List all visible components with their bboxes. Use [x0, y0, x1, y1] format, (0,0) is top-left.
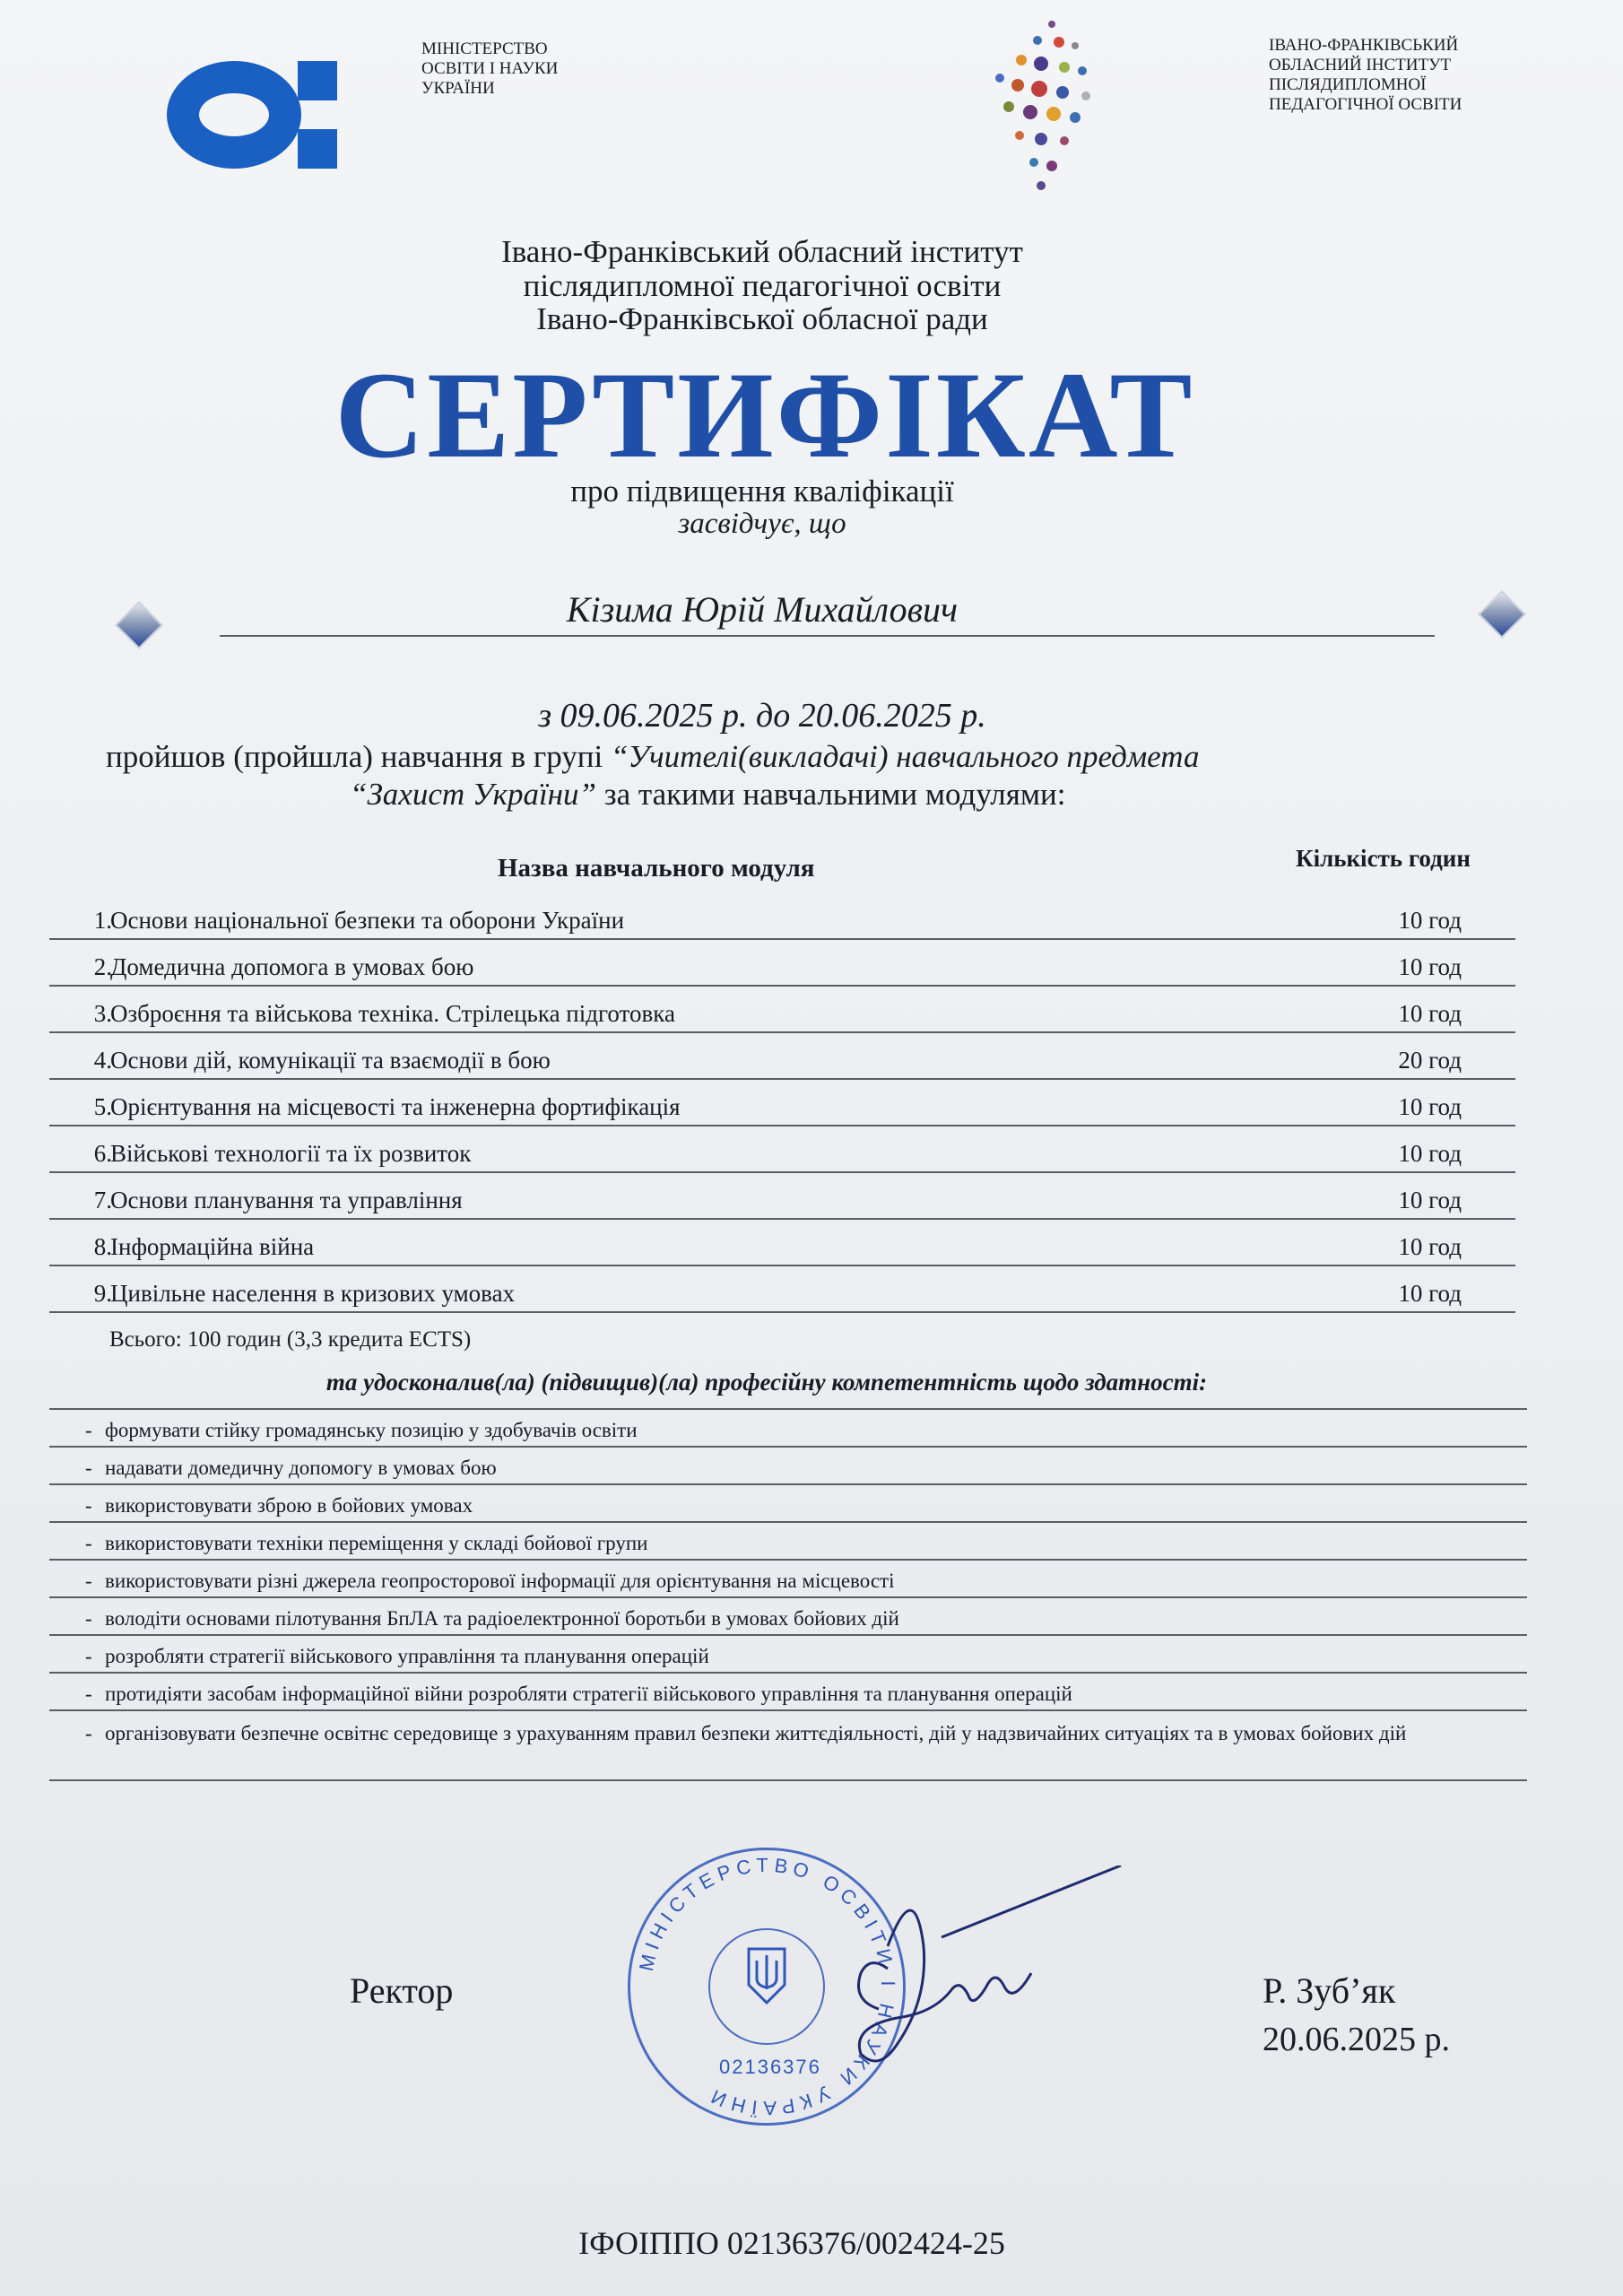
competence-item: - організовувати безпечне освітнє середовище з урахуванням правил безпеки життєдіяльності, дій у надзвичайних ситуаціях та в умовах бойових дій — [49, 1711, 1527, 1781]
modules-header-name: Назва навчального модуля — [498, 854, 815, 883]
certificate-title: СЕРТИФІКАТ — [334, 346, 1195, 483]
trident-icon — [744, 1944, 789, 2007]
institute-name: ІВАНО-ФРАНКІВСЬКИЙ ОБЛАСНИЙ ІНСТИТУТ ПІСЛЯДИПЛОМНОЇ ПЕДАГОГІЧНОЇ ОСВІТИ — [1269, 36, 1462, 114]
competence-item: - використовувати техніки переміщення у складі бойової групи — [49, 1523, 1527, 1561]
recipient-name: Кізима Юрій Михайлович — [566, 589, 959, 630]
group-line-1: пройшов (пройшла) навчання в групі “Учителі(викладачі) навчального предмета — [106, 739, 1200, 774]
competence-item: - надавати домедичну допомогу в умовах бою — [49, 1448, 1527, 1485]
group-line-2: “Захист України” за такими навчальними модулями: — [350, 777, 1066, 812]
competence-item: - володіти основами пілотування БпЛА та радіоелектронної боротьби в умовах бойових дій — [49, 1598, 1527, 1636]
svg-text:МІНІСТЕРСТВО ОСВІТИ І НАУКИ УК: МІНІСТЕРСТВО ОСВІТИ І НАУКИ УКРАЇНИ — [634, 1853, 900, 2120]
certificate-subtitle: про підвищення кваліфікації — [570, 474, 954, 509]
competence-item: - протидіяти засобам інформаційної війни розробляти стратегії військового управління та планування операцій — [49, 1674, 1527, 1711]
signature-date: 20.06.2025 р. — [1263, 2021, 1450, 2058]
stamp-code: 02136376 — [719, 2056, 821, 2078]
module-row: 3. Озброєння та військова техніка. Стрілецька підготовка 10 год — [49, 987, 1515, 1033]
rector-signature — [789, 1866, 1130, 2099]
org-line-3: Івано-Франківської обласної ради — [536, 301, 988, 336]
module-row: 8. Інформаційна війна 10 год — [49, 1220, 1515, 1266]
module-row: 2. Домедична допомога в умовах бою 10 год — [49, 940, 1515, 987]
rector-position: Ректор — [350, 1970, 454, 2011]
institute-logo — [982, 13, 1098, 193]
modules-total: Всього: 100 годин (3,3 кредита ECTS) — [109, 1327, 472, 1352]
org-line-1: Івано-Франківський обласний інститут — [501, 234, 1023, 269]
module-row: 6. Військові технології та їх розвиток 10 год — [49, 1126, 1515, 1173]
module-row: 4. Основи дій, комунікації та взаємодії в бою 20 год — [49, 1033, 1515, 1080]
rector-name: Р. Зуб’як — [1263, 1970, 1396, 2011]
competence-heading: та удосконалив(ла) (підвищив)(ла) професійну компетентність щодо здатності: — [325, 1369, 1208, 1396]
certifies-text: засвідчує, що — [678, 508, 846, 540]
module-row: 9. Цивільне населення в кризових умовах 10 год — [49, 1266, 1515, 1313]
competence-item: - формувати стійку громадянську позицію у здобувачів освіти — [49, 1410, 1527, 1448]
competence-item: - використовувати зброю в бойових умовах — [49, 1485, 1527, 1523]
competence-item: - розробляти стратегії військового управління та планування операцій — [49, 1636, 1527, 1674]
registration-number: ІФОІППО 02136376/002424-25 — [578, 2225, 1005, 2261]
module-row: 7. Основи планування та управління 10 год — [49, 1173, 1515, 1220]
module-row: 1. Основи національної безпеки та оборони України 10 год — [49, 893, 1515, 940]
module-row: 5. Орієнтування на місцевості та інженерна фортифікація 10 год — [49, 1080, 1515, 1126]
modules-header-hours: Кількість годин — [1296, 845, 1471, 872]
ministry-name: МІНІСТЕРСТВО ОСВІТИ І НАУКИ УКРАЇНИ — [421, 39, 559, 98]
study-period: з 09.06.2025 р. до 20.06.2025 р. — [538, 697, 986, 735]
recipient-underline — [220, 635, 1435, 637]
org-line-2: післядипломної педагогічної освіти — [523, 268, 1002, 303]
competence-item: - використовувати різні джерела геопросторової інформації для орієнтування на місцевості — [49, 1561, 1527, 1598]
